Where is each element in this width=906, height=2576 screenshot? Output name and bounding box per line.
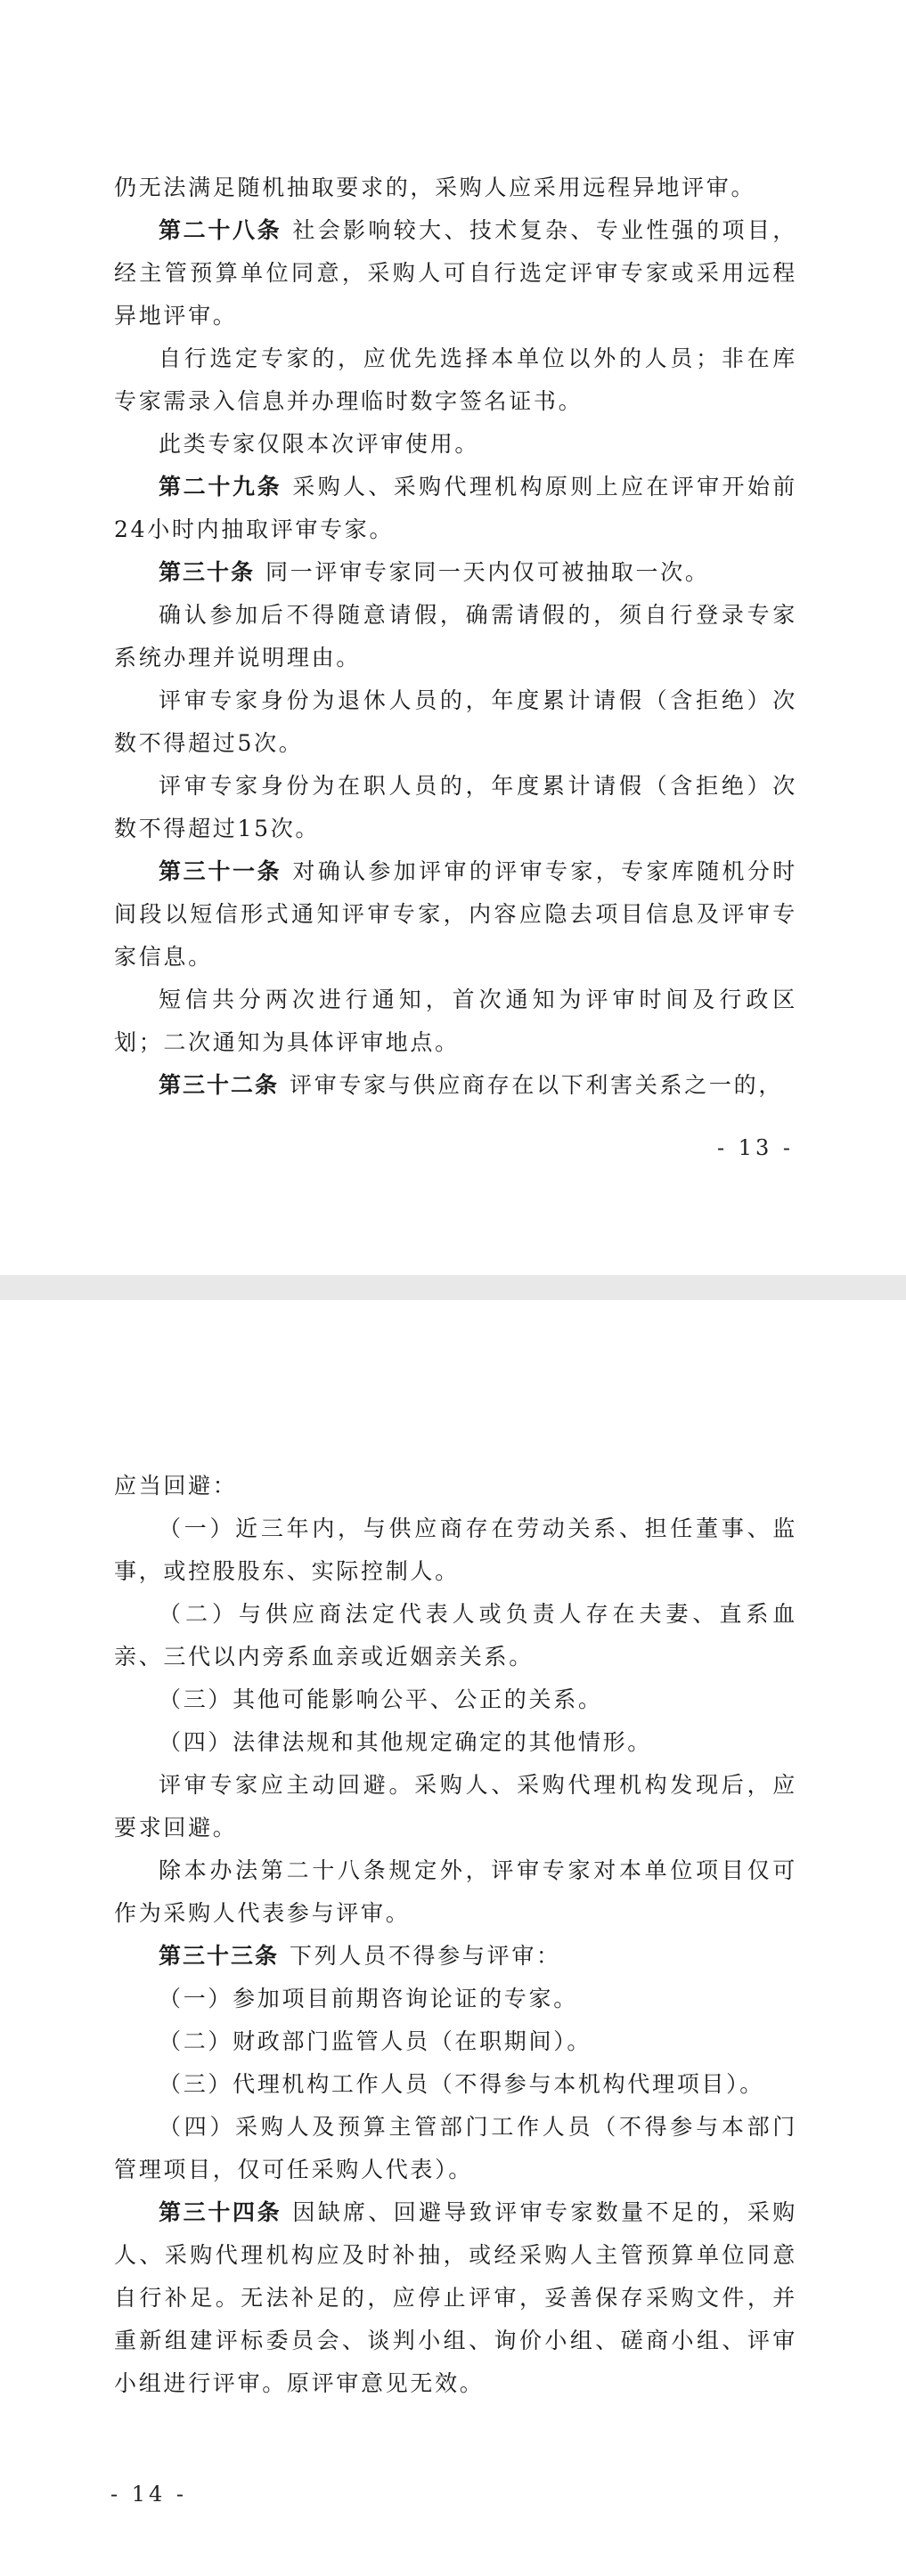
paragraph-text: 自行选定专家的，应优先选择本单位以外的人员；非在库专家需录入信息并办理临时数字签名证书。 (114, 345, 797, 414)
paragraph (114, 423, 797, 466)
paragraph-text: 评审专家应主动回避。采购人、采购代理机构发现后，应要求回避。 (114, 1772, 797, 1841)
paragraph-text: （一）参加项目前期咨询论证的专家。 (159, 1986, 578, 2011)
paragraph-text: （三）代理机构工作人员（不得参与本机构代理项目）。 (159, 2071, 765, 2097)
page-14 (0, 1300, 906, 2576)
article-paragraph (114, 850, 797, 979)
paragraph-text: （四）采购人及预算主管部门工作人员（不得参与本部门管理项目，仅可任采购人代表）。 (114, 2114, 797, 2182)
paragraph-text: 采购人、采购代理机构原则上应在评审开始前24小时内抽取评审专家。 (114, 474, 797, 542)
paragraph-text: 确认参加后不得随意请假，确需请假的，须自行登录专家系统办理并说明理由。 (114, 602, 797, 670)
paragraph (114, 1721, 797, 1764)
paragraph-text: 仍无法满足随机抽取要求的，采购人应采用远程异地评审。 (114, 175, 756, 200)
article-paragraph (114, 209, 797, 337)
paragraph (114, 594, 797, 679)
article-paragraph (114, 1064, 797, 1107)
paragraph (114, 2106, 797, 2191)
paragraph-text: 评审专家身份为退休人员的，年度累计请假（含拒绝）次数不得超过5次。 (114, 687, 797, 756)
paragraph-text: 因缺席、回避导致评审专家数量不足的，采购人、采购代理机构应及时补抽，或经采购人主管预算单位同意自行补足。无法补足的，应停止评审，妥善保存采购文件，并重新组建评标委员会、谈判小组、询价小组、磋商小组、评审小组进行评审。原评审意见无效。 (114, 2199, 797, 2396)
paragraph (114, 337, 797, 423)
article-paragraph (114, 551, 797, 594)
article-heading: 第三十三条 (159, 1943, 280, 1969)
page-number: - 14 - (110, 2482, 188, 2507)
paragraph-text: 社会影响较大、技术复杂、专业性强的项目，经主管预算单位同意，采购人可自行选定评审专家或采用远程异地评审。 (114, 217, 797, 329)
paragraph-text: （四）法律法规和其他规定确定的其他情形。 (159, 1729, 653, 1755)
paragraph-text: （二）财政部门监管人员（在职期间）。 (159, 2028, 592, 2054)
paragraph (114, 2063, 797, 2106)
page-body (114, 167, 797, 1107)
article-heading: 第三十二条 (159, 1072, 280, 1098)
paragraph-text: 对确认参加评审的评审专家，专家库随机分时间段以短信形式通知评审专家，内容应隐去项目信息及评审专家信息。 (114, 858, 797, 970)
page-number: - 13 - (716, 1135, 794, 1160)
page-body (114, 1465, 797, 2405)
paragraph (114, 1507, 797, 1593)
paragraph-text: （一）近三年内，与供应商存在劳动关系、担任董事、监事，或控股股东、实际控制人。 (114, 1516, 797, 1584)
paragraph-text: 下列人员不得参与评审： (290, 1943, 561, 1969)
paragraph-text: 评审专家身份为在职人员的，年度累计请假（含拒绝）次数不得超过15次。 (114, 773, 797, 841)
article-heading: 第三十一条 (159, 858, 282, 884)
article-heading: 第三十四条 (159, 2199, 282, 2225)
paragraph (114, 1978, 797, 2020)
paragraph-text: 评审专家与供应商存在以下利害关系之一的， (290, 1072, 784, 1098)
article-heading: 第二十九条 (159, 474, 282, 500)
paragraph-text: 除本办法第二十八条规定外，评审专家对本单位项目仅可作为采购人代表参与评审。 (114, 1857, 797, 1926)
article-paragraph (114, 466, 797, 551)
paragraph-text: 应当回避： (114, 1473, 238, 1499)
paragraph-text: 短信共分两次进行通知，首次通知为评审时间及行政区划；二次通知为具体评审地点。 (114, 987, 797, 1055)
paragraph-text: 同一评审专家同一天内仅可被抽取一次。 (265, 559, 710, 585)
paragraph-text: 此类专家仅限本次评审使用。 (159, 431, 480, 457)
article-paragraph (114, 2191, 797, 2405)
paragraph (114, 1593, 797, 1678)
paragraph (114, 979, 797, 1064)
article-paragraph (114, 1935, 797, 1978)
paragraph (114, 679, 797, 765)
paragraph (114, 1678, 797, 1721)
page-13 (0, 0, 906, 1275)
paragraph-text: （三）其他可能影响公平、公正的关系。 (159, 1686, 603, 1712)
paragraph (114, 1849, 797, 1935)
paragraph (114, 765, 797, 850)
paragraph (114, 2020, 797, 2063)
paragraph (114, 167, 797, 209)
article-heading: 第二十八条 (159, 217, 282, 243)
paragraph (114, 1465, 797, 1507)
paragraph (114, 1764, 797, 1849)
paragraph-text: （二）与供应商法定代表人或负责人存在夫妻、直系血亲、三代以内旁系血亲或近姻亲关系。 (114, 1601, 797, 1670)
article-heading: 第三十条 (159, 559, 256, 585)
